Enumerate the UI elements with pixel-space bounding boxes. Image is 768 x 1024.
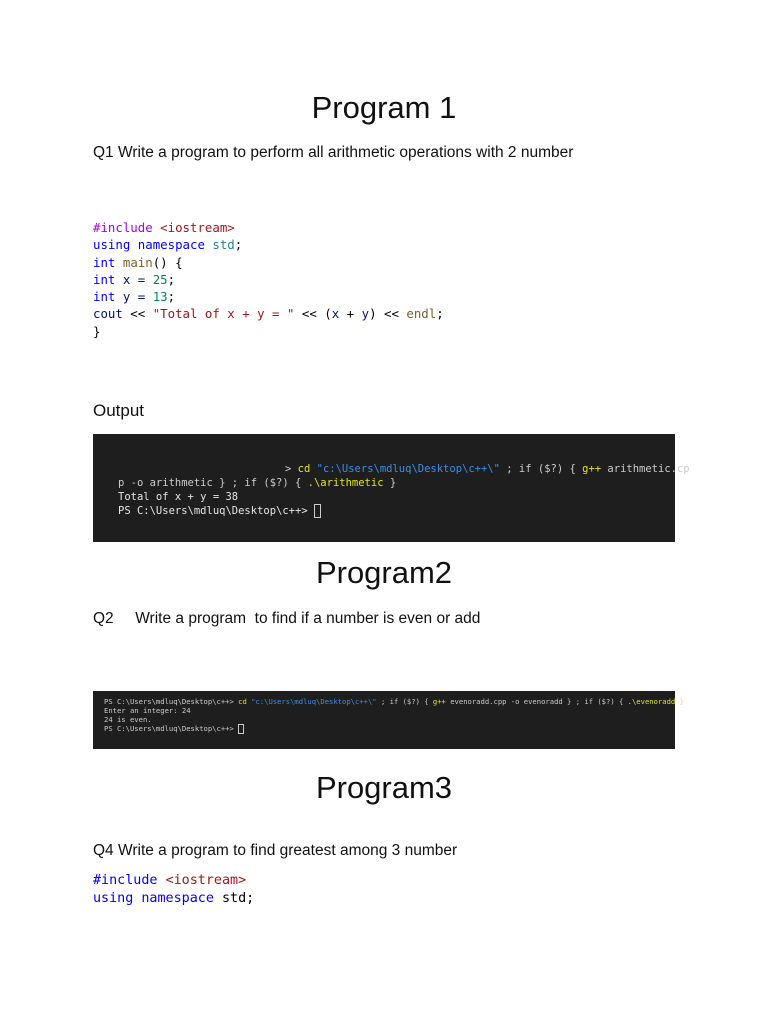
include-library: <iostream>: [160, 220, 235, 235]
namespace-keyword: namespace: [137, 237, 205, 253]
code-line-using: using namespace std;: [93, 237, 243, 253]
program1-title: Program 1: [311, 90, 457, 125]
cout-identifier: cout: [93, 306, 123, 322]
code-line-using: [93, 891, 254, 906]
int-keyword: int: [93, 289, 116, 305]
terminal-line-4: PS C:\Users\mdluq\Desktop\c++>: [118, 504, 321, 518]
terminal-cursor-icon: [314, 504, 321, 518]
output-string: "Total of x + y = ": [152, 306, 295, 322]
main-paren: () {: [152, 254, 183, 270]
include-keyword: #include: [93, 873, 158, 888]
include-library: <iostream>: [165, 873, 247, 888]
stream-operator: << (: [294, 306, 332, 322]
std-namespace: std;: [222, 890, 255, 906]
output-label: Output: [93, 401, 145, 420]
stream-operator: ) <<: [369, 306, 407, 322]
program1-terminal-output: [93, 434, 690, 542]
terminal-line-1: > cd "c:\Users\mdluq\Desktop\c++\" ; if ($?) { g++ arithmetic.cp: [285, 463, 690, 475]
program1-code-block: [93, 219, 444, 340]
code-line-x: int x = 25;: [93, 271, 176, 287]
code-line-close: }: [93, 323, 101, 339]
code-line-cout: cout << "Total of x + y = " << (x + y) << endl;: [93, 306, 444, 322]
terminal-line-1: PS C:\Users\mdluq\Desktop\c++> cd "c:\Users\mdluq\Desktop\c++\" ; if ($?) { g++ evenoradd.cpp -o evenoradd } ; if ($?) { .\evenoradd }: [104, 697, 684, 706]
program2-title: Program2: [315, 555, 453, 590]
include-keyword: #include: [93, 220, 153, 235]
y-value: 13: [152, 289, 168, 305]
namespace-keyword: namespace: [141, 890, 214, 906]
program3-code-block: [93, 872, 254, 907]
int-keyword: int: [93, 271, 116, 287]
using-keyword: using: [93, 890, 134, 906]
code-line-main: [93, 255, 183, 270]
using-keyword: using: [93, 237, 131, 253]
terminal-cursor-icon: [238, 724, 244, 734]
program2-terminal-output: [93, 691, 684, 749]
terminal-line-3: Total of x + y = 38: [118, 491, 239, 503]
main-function: main: [122, 254, 153, 270]
program3-question: Q4 Write a program to find greatest among 3 number: [93, 842, 458, 859]
terminal-line-3: 24 is even.: [104, 715, 152, 724]
terminal-line-2: p -o arithmetic } ; if ($?) { .\arithmetic }: [118, 477, 397, 489]
endl-identifier: endl: [406, 306, 437, 322]
x-declaration: x =: [122, 271, 153, 287]
program2-question: Q2 Write a program to find if a number is even or add: [93, 610, 481, 627]
y-identifier: y: [361, 306, 370, 322]
code-line-y: int y = 13;: [93, 289, 176, 305]
int-keyword: int: [93, 254, 116, 270]
program1-question: Q1 Write a program to perform all arithmetic operations with 2 number: [93, 144, 574, 161]
terminal-line-4: PS C:\Users\mdluq\Desktop\c++>: [104, 724, 244, 734]
stream-operator: <<: [122, 306, 153, 322]
plus-operator: +: [339, 306, 362, 322]
x-value: 25: [152, 271, 168, 287]
code-line-include: [93, 220, 235, 235]
x-identifier: x: [331, 306, 340, 322]
std-namespace: std: [212, 237, 235, 253]
terminal-line-2: Enter an integer: 24: [104, 706, 191, 715]
y-declaration: y =: [122, 289, 153, 305]
program3-title: Program3: [315, 770, 453, 805]
code-line-include: [93, 873, 246, 888]
